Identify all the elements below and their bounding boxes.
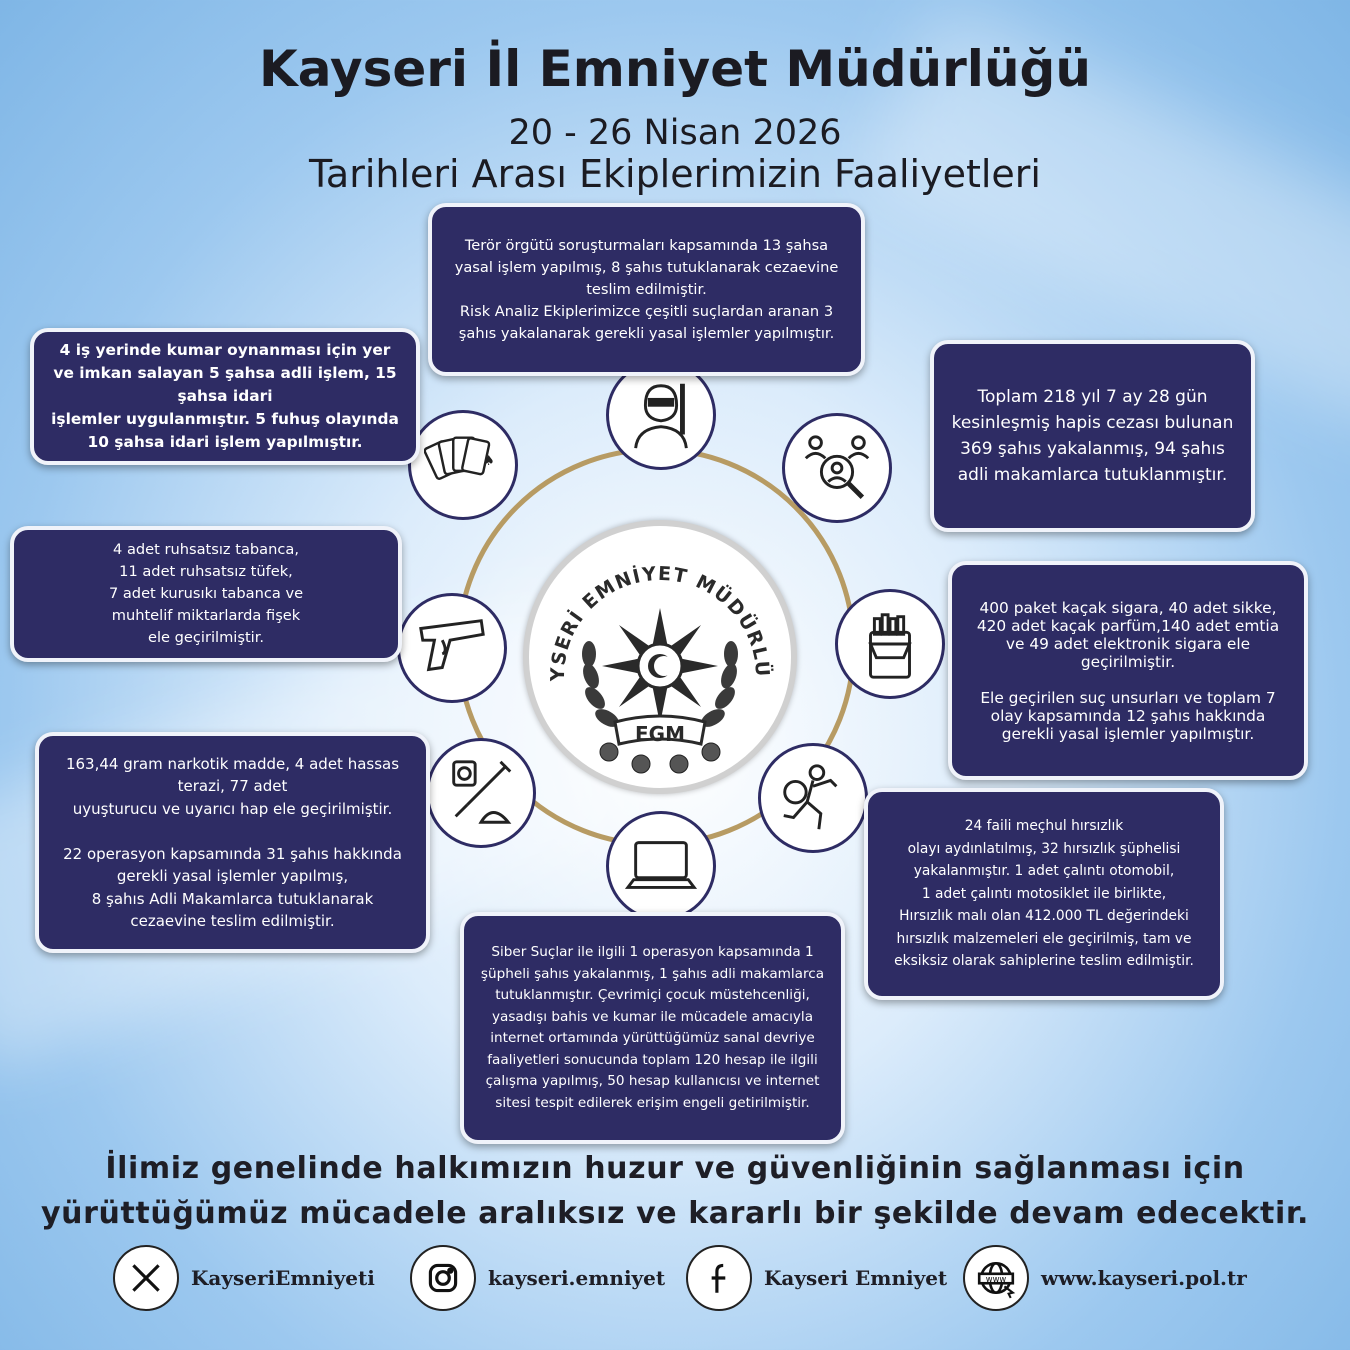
facebook-handle[interactable]: Kayseri Emniyet <box>764 1266 948 1290</box>
instagram-handle[interactable]: kayseri.emniyet <box>488 1266 666 1290</box>
masked-terrorist-icon <box>622 376 700 454</box>
instagram-icon[interactable] <box>410 1245 476 1311</box>
terrorist-icon-circle <box>606 360 716 470</box>
narcotics-text: 163,44 gram narkotik madde, 4 adet hassas terazi, 77 adet uyuşturucu ve uyarıcı hap ele geçirilmiştir. 22 operasyon kapsamında 31 şahıs hakkında gerekli yasal işlemler yapılmış, 8 şahıs Adli Makamlarca tutuklanarak cezaevine teslim edilmiştir. <box>63 754 402 930</box>
gambling-activity-box <box>30 328 420 465</box>
terror-activity-box <box>428 203 865 376</box>
logo-badge-text: EGM <box>635 722 685 746</box>
x-icon[interactable] <box>113 1245 179 1311</box>
theft-text: 24 faili meçhul hırsızlık olayı aydınlatılmış, 32 hırsızlık şüphelisi yakalanmıştır. 1 adet çalıntı otomobil, 1 adet çalıntı motosiklet ile birlikte, Hırsızlık malı olan 412.000 TL değerindeki hırsızlık malzemeleri ele geçirilmiş, tam ve eksiksiz olarak sahiplerine teslim edilmiştir. <box>894 818 1194 970</box>
laptop-icon <box>622 827 700 905</box>
cards-icon-circle <box>408 410 518 520</box>
social-web[interactable] <box>963 1243 1247 1313</box>
weapons-text: 4 adet ruhsatsız tabanca, 11 adet ruhsatsız tüfek, 7 adet kurusıkı tabanca ve muhtelif miktarlarda fişek ele geçirilmiştir. <box>108 541 304 646</box>
cyber-activity-box <box>460 912 845 1144</box>
wanted-text: Toplam 218 yıl 7 ay 28 gün kesinleşmiş hapis cezası bulunan 369 şahıs yakalanmış, 94 şahıs adli makamlarca tutuklanmıştır. <box>951 387 1234 485</box>
facebook-icon[interactable] <box>686 1245 752 1311</box>
page-subtitle: Tarihleri Arası Ekiplerimizin Faaliyetleri <box>308 152 1041 196</box>
social-instagram[interactable] <box>410 1243 665 1313</box>
police-logo <box>523 520 797 794</box>
web-badge-text: www <box>985 1274 1007 1285</box>
page-title: Kayseri İl Emniyet Müdürlüğü <box>259 40 1091 98</box>
social-facebook[interactable] <box>686 1243 947 1313</box>
smuggling-activity-box <box>948 561 1308 780</box>
cyber-text: Siber Suçlar ile ilgili 1 operasyon kapsamında 1 şüpheli şahıs yakalanmış, 1 şahıs adli makamlarca tutuklanmıştır. Çevrimiçi çocuk müstehcenliği, yasadışı bahis ve kumar ile mücadele amacıyla internet ortamında yürüttüğümüz sanal devriye faaliyetleri sonucunda toplam 120 hesap ile ilgili çalışma yapılmış, 50 hesap kullanıcısı ve internet sitesi tespit edilerek erişim engeli getirilmiştir. <box>480 944 825 1111</box>
globe-icon[interactable] <box>963 1245 1029 1311</box>
laptop-icon-circle <box>606 811 716 921</box>
search-people-icon-circle <box>782 413 892 523</box>
weapons-activity-box <box>10 526 402 662</box>
narcotics-icon-circle <box>426 738 536 848</box>
terror-text: Terör örgütü soruşturmaları kapsamında 13 şahsa yasal işlem yapılmış, 8 şahıs tutuklanarak cezaevine teslim edilmiştir. Risk Analiz Ekiplerimizce çeşitli suçlardan aranan 3 şahıs yakalanarak gerekli yasal işlemler yapılmıştır. <box>454 236 839 342</box>
narcotics-activity-box <box>35 732 430 953</box>
x-handle[interactable]: KayseriEmniyeti <box>191 1266 375 1290</box>
thief-icon-circle <box>758 743 868 853</box>
running-thief-icon <box>774 759 852 837</box>
theft-activity-box <box>864 788 1224 1000</box>
pistol-icon <box>413 609 491 687</box>
search-people-icon <box>798 429 876 507</box>
cigarette-icon-circle <box>835 589 945 699</box>
smuggling-text: 400 paket kaçak sigara, 40 adet sikke, 420 adet kaçak parfüm,140 adet emtia ve 49 adet elektronik sigara ele geçirilmiştir. Ele geçirilen suç unsurları ve toplam 7 olay kapsamında 12 şahıs hakkında gerekli yasal işlemler yapılmıştır. <box>976 598 1280 743</box>
svg-text:♠: ♠ <box>482 453 495 469</box>
logo-ring-text: YSERİ EMNİYET MÜDÜRLÜ <box>546 562 774 682</box>
footer-line-1: İlimiz genelinde halkımızın huzur ve güvenliğinin sağlanması için <box>105 1151 1245 1186</box>
police-emblem <box>529 526 791 788</box>
date-range: 20 - 26 Nisan 2026 <box>508 113 842 153</box>
web-address[interactable]: www.kayseri.pol.tr <box>1041 1266 1247 1290</box>
footer-line-2: yürüttüğümüz mücadele aralıksız ve kararlı bir şekilde devam edecektir. <box>41 1196 1309 1231</box>
gun-icon-circle <box>397 593 507 703</box>
wanted-activity-box <box>930 340 1255 532</box>
playing-cards-icon <box>424 426 502 504</box>
social-x[interactable] <box>113 1243 375 1313</box>
gambling-text: 4 iş yerinde kumar oynanması için yer ve imkan salayan 5 şahsa adli işlem, 15 şahsa idari işlemler uygulanmıştır. 5 fuhuş olayında 10 şahsa idari işlem yapılmıştır. <box>51 341 399 451</box>
cigarette-pack-icon <box>851 605 929 683</box>
syringe-drugs-icon <box>442 754 520 832</box>
